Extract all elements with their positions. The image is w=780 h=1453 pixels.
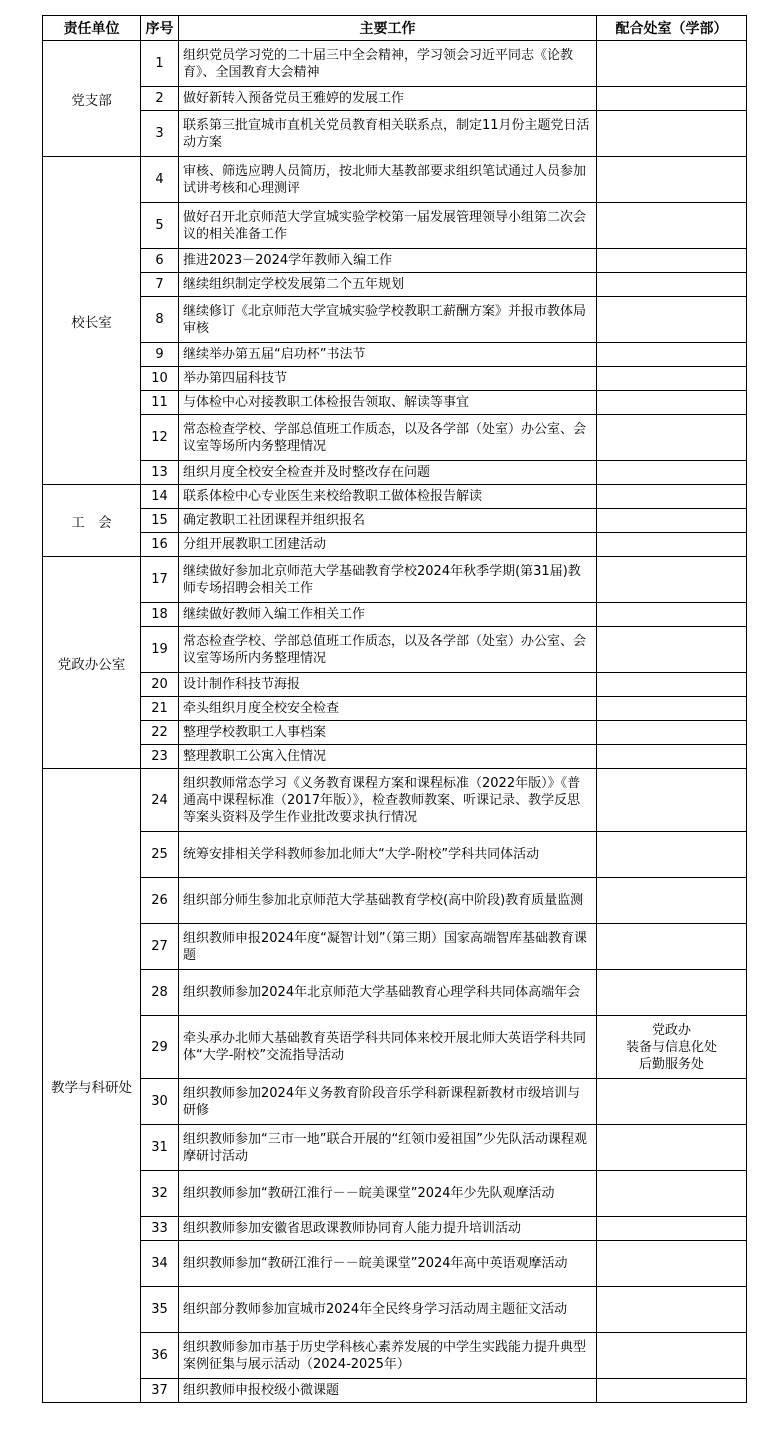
header-unit: 责任单位 <box>43 16 141 41</box>
main-task: 牵头组织月度全校安全检查 <box>179 697 597 721</box>
cooperating-office <box>597 509 747 533</box>
main-task: 审核、筛选应聘人员简历，按北师大基教部要求组织笔试通过人员参加试讲考核和心理测评 <box>179 157 597 203</box>
cooperating-office <box>597 1016 747 1079</box>
table-row <box>43 557 747 603</box>
table-row <box>43 769 747 832</box>
cooperating-office <box>597 1333 747 1379</box>
cooperating-office <box>597 367 747 391</box>
table-row <box>43 41 747 87</box>
row-number: 16 <box>141 533 179 557</box>
table-row <box>43 87 747 111</box>
row-number: 21 <box>141 697 179 721</box>
cooperating-office <box>597 878 747 924</box>
responsible-unit: 党政办公室 <box>43 557 141 769</box>
table-row <box>43 970 747 1016</box>
cooperating-office <box>597 485 747 509</box>
header-task: 主要工作 <box>179 16 597 41</box>
main-task: 做好新转入预备党员王雅婷的发展工作 <box>179 87 597 111</box>
cooperating-office <box>597 391 747 415</box>
cooperating-office <box>597 415 747 461</box>
cooperating-office <box>597 1171 747 1217</box>
row-number: 37 <box>141 1379 179 1403</box>
main-task: 继续举办第五届“启功杯”书法节 <box>179 343 597 367</box>
table-body <box>43 41 747 1403</box>
table-row <box>43 533 747 557</box>
header-cooperate: 配合处室（学部） <box>597 16 747 41</box>
table-row <box>43 721 747 745</box>
cooperating-office <box>597 533 747 557</box>
cooperating-office <box>597 673 747 697</box>
cooperating-office <box>597 769 747 832</box>
main-task: 组织教师申报校级小微课题 <box>179 1379 597 1403</box>
table-row <box>43 343 747 367</box>
table-row <box>43 878 747 924</box>
row-number: 15 <box>141 509 179 533</box>
table-row <box>43 1016 747 1079</box>
main-task: 常态检查学校、学部总值班工作质态，以及各学部（处室）办公室、会议室等场所内务整理情况 <box>179 415 597 461</box>
row-number: 5 <box>141 203 179 249</box>
cooperating-office <box>597 603 747 627</box>
cooperating-office <box>597 1217 747 1241</box>
table-row <box>43 924 747 970</box>
main-task: 继续做好参加北京师范大学基础教育学校2024年秋季学期(第31届)教师专场招聘会相关工作 <box>179 557 597 603</box>
row-number: 19 <box>141 627 179 673</box>
main-task: 推进2023－2024学年教师入编工作 <box>179 249 597 273</box>
row-number: 6 <box>141 249 179 273</box>
row-number: 22 <box>141 721 179 745</box>
cooperating-office <box>597 697 747 721</box>
row-number: 18 <box>141 603 179 627</box>
table-row <box>43 157 747 203</box>
main-task: 举办第四届科技节 <box>179 367 597 391</box>
table-row <box>43 415 747 461</box>
main-task: 继续修订《北京师范大学宣城实验学校教职工薪酬方案》并报市教体局审核 <box>179 297 597 343</box>
table-row <box>43 297 747 343</box>
main-task: 牵头承办北师大基础教育英语学科共同体来校开展北师大英语学科共同体“大学-附校”交流指导活动 <box>179 1016 597 1079</box>
row-number: 8 <box>141 297 179 343</box>
row-number: 34 <box>141 1241 179 1287</box>
cooperating-office <box>597 111 747 157</box>
row-number: 32 <box>141 1171 179 1217</box>
cooperating-office <box>597 1125 747 1171</box>
main-task: 组织教师参加“教研江淮行－－皖美课堂”2024年少先队观摩活动 <box>179 1171 597 1217</box>
table-row <box>43 697 747 721</box>
main-task: 组织教师参加2024年北京师范大学基础教育心理学科共同体高端年会 <box>179 970 597 1016</box>
main-task: 统筹安排相关学科教师参加北师大“大学-附校”学科共同体活动 <box>179 832 597 878</box>
responsible-unit: 党支部 <box>43 41 141 157</box>
main-task: 做好召开北京师范大学宣城实验学校第一届发展管理领导小组第二次会议的相关准备工作 <box>179 203 597 249</box>
table-row <box>43 461 747 485</box>
table-row <box>43 367 747 391</box>
table-row <box>43 745 747 769</box>
row-number: 13 <box>141 461 179 485</box>
table-row <box>43 1217 747 1241</box>
cooperating-office <box>597 924 747 970</box>
table-row <box>43 603 747 627</box>
cooperating-office <box>597 970 747 1016</box>
table-row <box>43 485 747 509</box>
row-number: 7 <box>141 273 179 297</box>
table-row <box>43 203 747 249</box>
main-task: 与体检中心对接教职工体检报告领取、解读等事宜 <box>179 391 597 415</box>
row-number: 4 <box>141 157 179 203</box>
main-task: 组织教师参加2024年义务教育阶段音乐学科新课程新教材市级培训与研修 <box>179 1079 597 1125</box>
table-row <box>43 1379 747 1403</box>
table-row <box>43 111 747 157</box>
row-number: 28 <box>141 970 179 1016</box>
cooperating-office <box>597 745 747 769</box>
cooperating-office <box>597 1379 747 1403</box>
header-row <box>43 16 747 41</box>
main-task: 组织教师申报2024年度“凝智计划”（第三期）国家高端智库基础教育课题 <box>179 924 597 970</box>
row-number: 2 <box>141 87 179 111</box>
row-number: 29 <box>141 1016 179 1079</box>
row-number: 1 <box>141 41 179 87</box>
row-number: 14 <box>141 485 179 509</box>
table-row <box>43 1171 747 1217</box>
row-number: 25 <box>141 832 179 878</box>
table-row <box>43 391 747 415</box>
row-number: 35 <box>141 1287 179 1333</box>
main-task: 确定教职工社团课程并组织报名 <box>179 509 597 533</box>
main-task: 继续做好教师入编工作相关工作 <box>179 603 597 627</box>
table-row <box>43 1241 747 1287</box>
row-number: 27 <box>141 924 179 970</box>
table-row <box>43 627 747 673</box>
cooperating-office <box>597 273 747 297</box>
main-task: 组织月度全校安全检查并及时整改存在问题 <box>179 461 597 485</box>
cooperating-office-line: 后勤服务处 <box>638 1056 704 1072</box>
responsible-unit: 校长室 <box>43 157 141 485</box>
row-number: 33 <box>141 1217 179 1241</box>
main-task: 设计制作科技节海报 <box>179 673 597 697</box>
main-task: 组织教师参加“三市一地”联合开展的“红领巾爱祖国”少先队活动课程观摩研讨活动 <box>179 1125 597 1171</box>
main-task: 组织教师参加市基于历史学科核心素养发展的中学生实践能力提升典型案例征集与展示活动（2024-2025年） <box>179 1333 597 1379</box>
cooperating-office <box>597 1287 747 1333</box>
table-row <box>43 1125 747 1171</box>
main-task: 常态检查学校、学部总值班工作质态，以及各学部（处室）办公室、会议室等场所内务整理情况 <box>179 627 597 673</box>
row-number: 36 <box>141 1333 179 1379</box>
cooperating-office <box>597 1079 747 1125</box>
table-row <box>43 249 747 273</box>
main-task: 组织教师常态学习《义务教育课程方案和课程标准（2022年版）》《普通高中课程标准（2017年版）》，检查教师教案、听课记录、教学反思等案头资料及学生作业批改要求执行情况 <box>179 769 597 832</box>
main-task: 继续组织制定学校发展第二个五年规划 <box>179 273 597 297</box>
row-number: 17 <box>141 557 179 603</box>
table-row <box>43 673 747 697</box>
row-number: 23 <box>141 745 179 769</box>
cooperating-office <box>597 157 747 203</box>
table-row <box>43 509 747 533</box>
table-row <box>43 1079 747 1125</box>
main-task: 组织教师参加“教研江淮行－－皖美课堂”2024年高中英语观摩活动 <box>179 1241 597 1287</box>
responsible-unit: 工 会 <box>43 485 141 557</box>
row-number: 11 <box>141 391 179 415</box>
cooperating-office <box>597 557 747 603</box>
table-row <box>43 832 747 878</box>
main-task: 整理教职工公寓入住情况 <box>179 745 597 769</box>
cooperating-office-line: 党政办 <box>651 1022 691 1038</box>
header-no: 序号 <box>141 16 179 41</box>
main-task: 联系第三批宣城市直机关党员教育相关联系点，制定11月份主题党日活动方案 <box>179 111 597 157</box>
row-number: 12 <box>141 415 179 461</box>
cooperating-office <box>597 461 747 485</box>
work-plan-table <box>42 15 747 1403</box>
main-task: 整理学校教职工人事档案 <box>179 721 597 745</box>
cooperating-office-line: 装备与信息化处 <box>625 1039 717 1055</box>
table-row <box>43 273 747 297</box>
table-row <box>43 1333 747 1379</box>
cooperating-office <box>597 203 747 249</box>
main-task: 组织党员学习党的二十届三中全会精神，学习领会习近平同志《论教育》、全国教育大会精神 <box>179 41 597 87</box>
main-task: 组织部分教师参加宣城市2024年全民终身学习活动周主题征文活动 <box>179 1287 597 1333</box>
main-task: 分组开展教职工团建活动 <box>179 533 597 557</box>
cooperating-office <box>597 297 747 343</box>
row-number: 26 <box>141 878 179 924</box>
row-number: 24 <box>141 769 179 832</box>
main-task: 组织部分师生参加北京师范大学基础教育学校(高中阶段)教育质量监测 <box>179 878 597 924</box>
cooperating-office <box>597 721 747 745</box>
row-number: 20 <box>141 673 179 697</box>
row-number: 30 <box>141 1079 179 1125</box>
row-number: 31 <box>141 1125 179 1171</box>
cooperating-office <box>597 87 747 111</box>
cooperating-office <box>597 1241 747 1287</box>
row-number: 3 <box>141 111 179 157</box>
table-row <box>43 1287 747 1333</box>
cooperating-office <box>597 343 747 367</box>
row-number: 10 <box>141 367 179 391</box>
cooperating-office <box>597 249 747 273</box>
cooperating-office <box>597 41 747 87</box>
cooperating-office <box>597 832 747 878</box>
main-task: 组织教师参加安徽省思政课教师协同育人能力提升培训活动 <box>179 1217 597 1241</box>
row-number: 9 <box>141 343 179 367</box>
main-task: 联系体检中心专业医生来校给教职工做体检报告解读 <box>179 485 597 509</box>
cooperating-office <box>597 627 747 673</box>
responsible-unit: 教学与科研处 <box>43 769 141 1403</box>
